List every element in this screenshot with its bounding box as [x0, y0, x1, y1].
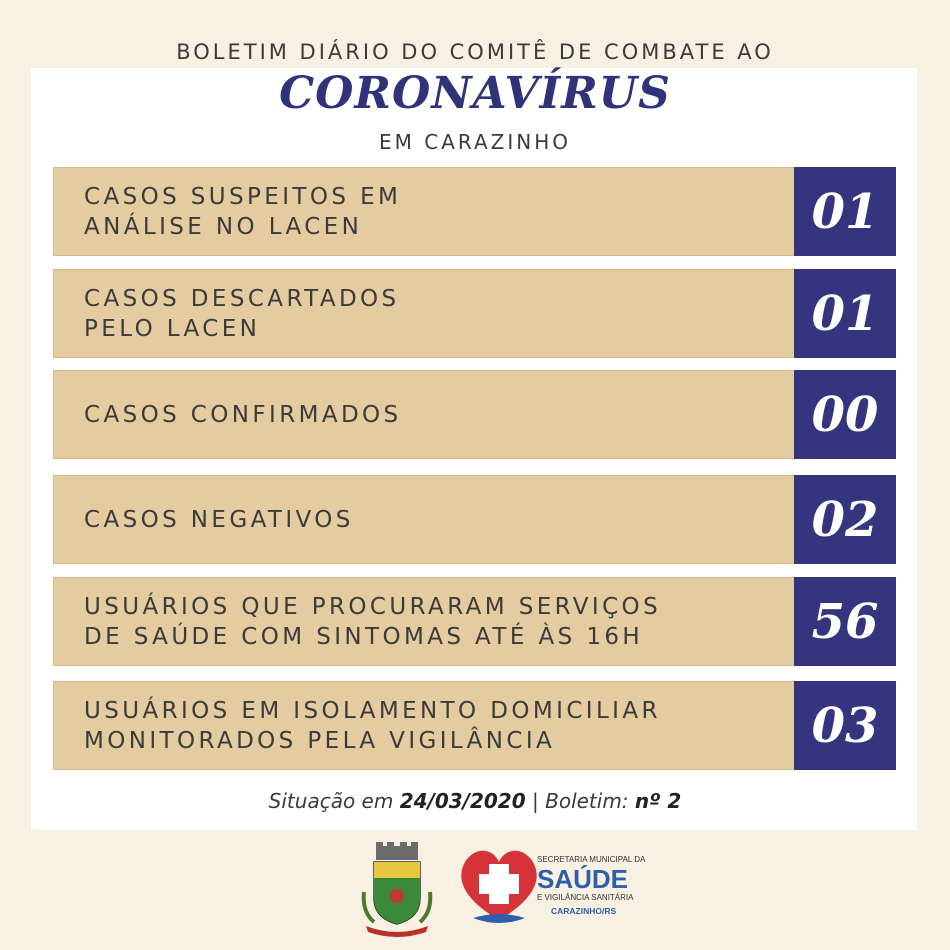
stat-row-confirmados: [53, 370, 896, 459]
header-line3: EM CARAZINHO: [378, 130, 571, 154]
bulletin-date: 24/03/2020: [399, 789, 526, 813]
stat-value: 03: [794, 681, 896, 770]
saude-logo-sub: E VIGILÂNCIA SANITÁRIA: [537, 893, 634, 902]
stat-row-usuarios-sintomas: [53, 577, 896, 666]
saude-logo-main: SAÚDE: [537, 864, 629, 894]
header-line1: BOLETIM DIÁRIO DO COMITÊ DE COMBATE AO: [176, 40, 774, 64]
stat-label: USUÁRIOS EM ISOLAMENTO DOMICILIAR MONITORADOS PELA VIGILÂNCIA: [84, 697, 661, 754]
bulletin-number: nº 2: [634, 789, 682, 813]
saude-logo-top: SECRETARIA MUNICIPAL DA: [537, 855, 645, 864]
stat-value: 02: [794, 475, 896, 564]
saude-logo-city: CARAZINHO/RS: [551, 906, 617, 916]
stat-value: 00: [794, 370, 896, 459]
stat-value: 56: [794, 577, 896, 666]
secretaria-saude-logo: [455, 840, 645, 930]
situacao-label: Situação em: [268, 789, 394, 813]
footer-separator: |: [532, 789, 539, 813]
stat-label: CASOS DESCARTADOS PELO LACEN: [84, 285, 400, 342]
status-footer: [0, 789, 950, 813]
stat-label: CASOS SUSPEITOS EM ANÁLISE NO LACEN: [84, 183, 402, 240]
stat-value: 01: [794, 167, 896, 256]
stat-row-descartados: [53, 269, 896, 358]
boletim-label: Boletim:: [545, 789, 629, 813]
stat-label: CASOS CONFIRMADOS: [84, 401, 402, 428]
stat-row-negativos: [53, 475, 896, 564]
coat-of-arms-logo: [360, 842, 434, 938]
page-title: CORONAVÍRUS: [279, 68, 671, 119]
stat-value: 01: [794, 269, 896, 358]
stat-row-isolamento: [53, 681, 896, 770]
stat-label: USUÁRIOS QUE PROCURARAM SERVIÇOS DE SAÚDE COM SINTOMAS ATÉ ÀS 16H: [84, 593, 662, 650]
stat-label: CASOS NEGATIVOS: [84, 506, 354, 533]
stat-row-suspeitos: [53, 167, 896, 256]
